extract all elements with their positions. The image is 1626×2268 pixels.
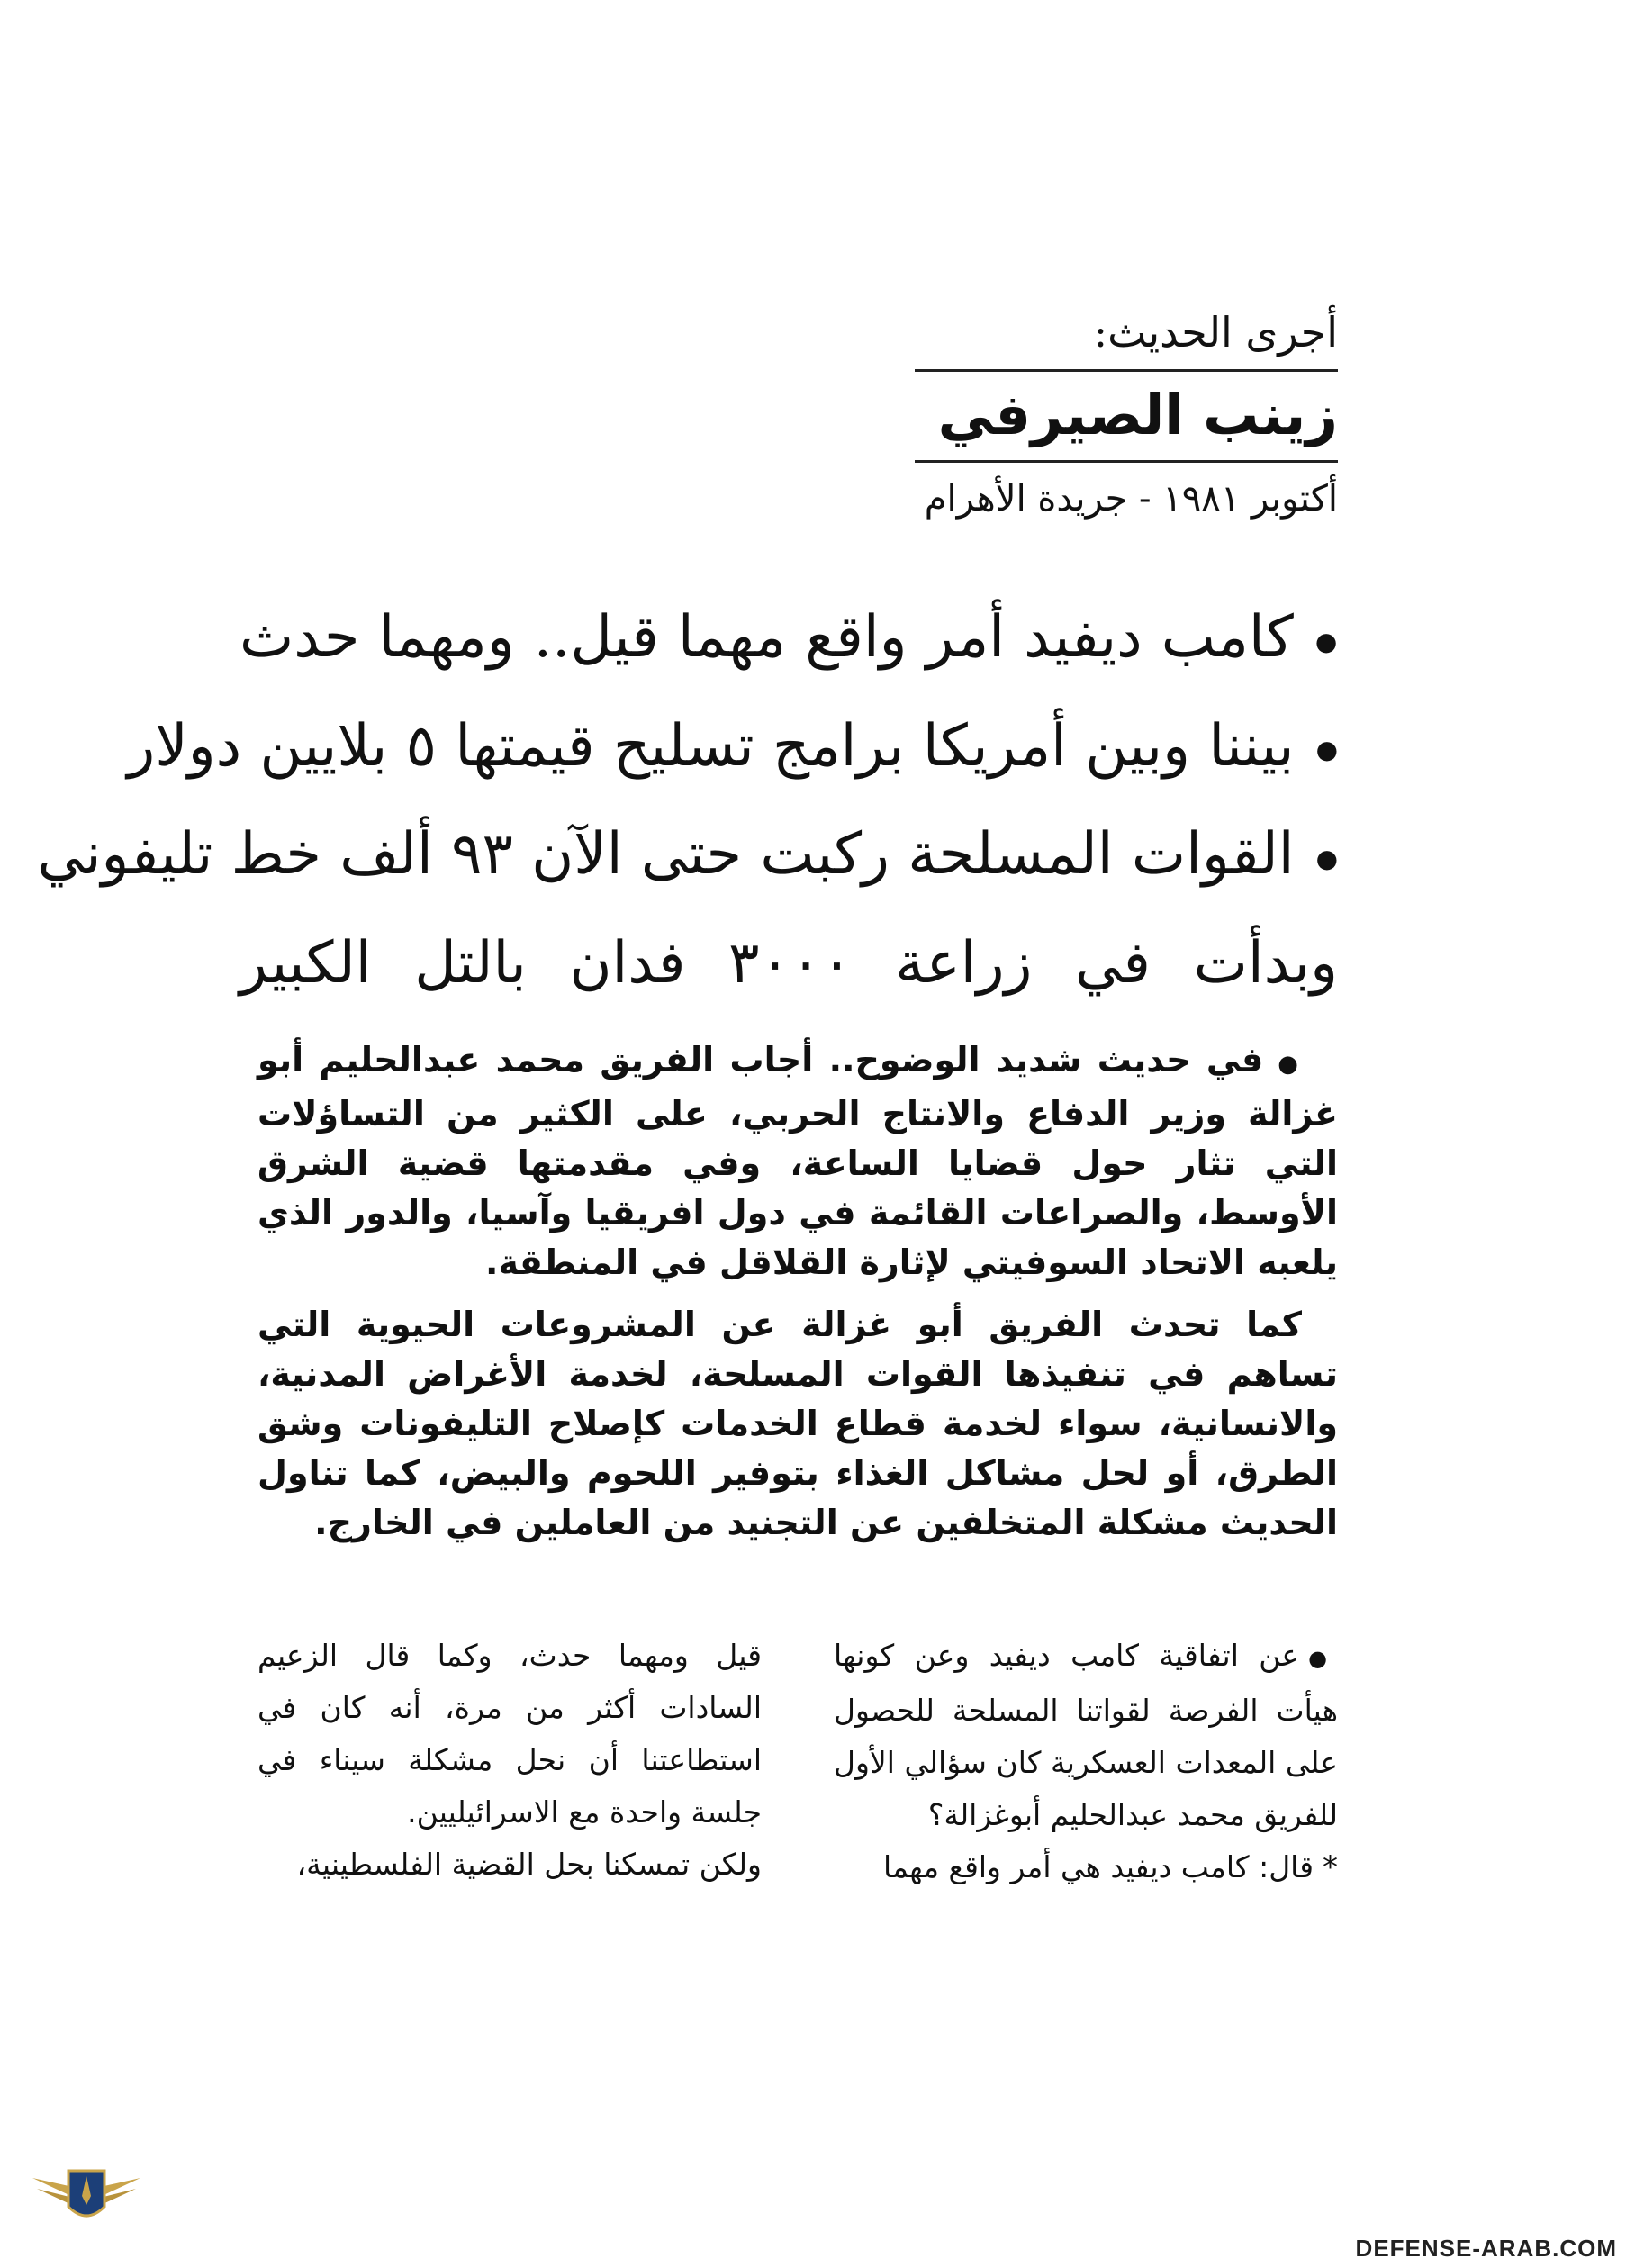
interview-answer <box>834 1841 1338 1893</box>
body-paragraph: ولكن تمسكنا بحل القضية الفلسطينية، <box>296 1847 762 1882</box>
bullet-icon: ● <box>1314 626 1339 656</box>
question-text: عن اتفاقية كامب ديفيد وعن كونها هيأت الفرصة لقواتنا المسلحة للحصول على المعدات العسكرية كان سؤالي الأول للفريق محمد عبدالحليم أبوغزالة؟ <box>834 1638 1338 1832</box>
column-left <box>257 1630 762 1893</box>
headline-text: كامب ديفيد أمر واقع مهما قيل.. ومهما حدث <box>239 604 1294 671</box>
headline <box>37 802 1338 911</box>
lead-text: في حديث شديد الوضوح.. أجاب الفريق محمد عبدالحليم أبو غزالة وزير الدفاع والانتاج الحربي، على الكثير من التساؤلات التي تثار حول قضايا الساعة، وفي مقدمتها قضية الشرق الأوسط، والصراعات القائمة في دول افريقيا وآسيا، والدور الذي يلعبه الاتحاد السوفيتي لإثارة القلاقل في المنطقة. <box>257 1040 1338 1282</box>
column-right <box>834 1630 1338 1893</box>
lead-section <box>257 1035 1338 1560</box>
headline <box>239 585 1338 694</box>
bullet-icon: ● <box>1315 735 1338 764</box>
answer-text: قال: كامب ديفيد هي أمر واقع مهما <box>883 1849 1314 1884</box>
headline-text: بيننا وبين أمريكا برامج تسليح قيمتها ٥ بلايين دولار <box>127 712 1295 780</box>
headline <box>127 694 1338 803</box>
byline <box>915 306 1338 526</box>
body-columns <box>257 1630 1338 1893</box>
lead-paragraph: كما تحدث الفريق أبو غزالة عن المشروعات الحيوية التي تساهم في تنفيذها القوات المسلحة، لخدمة الأغراض المدنية، والانسانية، سواء لخدمة قطاع الخدمات كإصلاح التليفونات وشق الطرق، أو لحل مشاكل الغذاء بتوفير اللحوم والبيض، كما تناول الحديث مشكلة المتخلفين عن التجنيد من العاملين في الخارج. <box>257 1305 1338 1542</box>
body-paragraph: قيل ومهما حدث، وكما قال الزعيم السادات أكثر من مرة، أنه كان في استطاعتنا أن نحل مشكلة سيناء في جلسة واحدة مع الاسرائيليين. <box>257 1638 762 1830</box>
byline-divider <box>915 460 1338 463</box>
bullet-icon: ● <box>1278 1051 1302 1078</box>
lead-paragraph <box>257 1035 1338 1288</box>
answer-marker: * <box>1323 1849 1338 1885</box>
publication-source: أكتوبر ١٩٨١ - جريدة الأهرام <box>924 478 1338 520</box>
headline-list <box>37 585 1339 1016</box>
headline-text: وبدأت في زراعة ٣٠٠٠ فدان بالتل الكبير <box>239 929 1338 997</box>
bullet-icon: ● <box>1315 843 1338 873</box>
author-name: زينب الصيرفي <box>937 382 1338 447</box>
site-watermark: DEFENSE-ARAB.COM <box>1355 2235 1617 2262</box>
byline-divider <box>915 369 1338 372</box>
shield-wings-icon <box>28 2160 145 2266</box>
bullet-icon: ● <box>1308 1646 1338 1671</box>
forum-logo-watermark <box>23 2160 149 2266</box>
headline-text: القوات المسلحة ركبت حتى الآن ٩٣ ألف خط تليفوني <box>37 821 1295 888</box>
headline-continuation <box>239 911 1338 1016</box>
byline-intro: أجرى الحديث: <box>1093 308 1338 357</box>
interview-question <box>834 1630 1338 1841</box>
